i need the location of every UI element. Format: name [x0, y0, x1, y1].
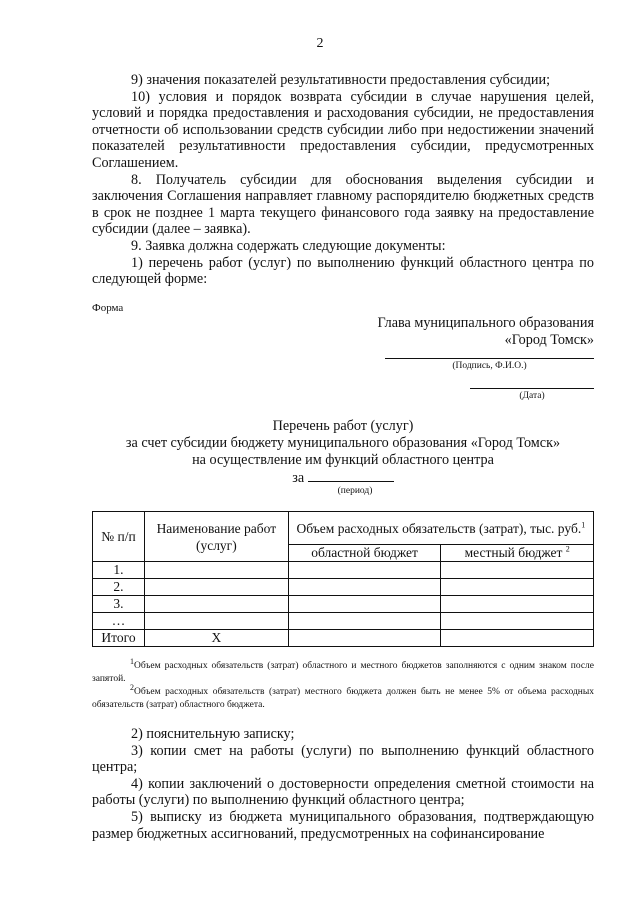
footnotes	[92, 656, 594, 712]
table-cell	[288, 596, 441, 613]
page-number: 2	[316, 36, 324, 51]
footnote-ref: 1	[581, 520, 586, 529]
table-cell	[441, 596, 594, 613]
row-number: 3.	[93, 596, 145, 613]
footnote-ref: 2	[565, 544, 570, 554]
paragraph: 10) условия и порядок возврата субсидии в случае нарушения целей, условий и порядка предоставления и расходования субсидии, не предоставления отчетности об использовании средств субсидии либо при недостижении значений показателей результативности предоставления субсидии, предусмотренных Соглашением.	[92, 88, 594, 171]
table-cell	[144, 596, 288, 613]
col-volume-label: Объем расходных обязательств (затрат), тыс. руб.	[296, 520, 582, 536]
footnote-text: Объем расходных обязательств (затрат) областного и местного бюджетов заполняются с одним знаком после запятой.	[92, 661, 594, 684]
paragraph: 8. Получатель субсидии для обоснования выделения субсидии и заключения Соглашения направляет главному распорядителю бюджетных средств в срок не позднее 1 марта текущего финансового года заявку на предоставление субсидии (далее – заявка).	[92, 171, 594, 238]
col-regional-header: областной бюджет	[288, 545, 441, 562]
table-cell	[288, 579, 441, 596]
top-text-block	[92, 72, 594, 288]
paragraph: 2) пояснительную записку;	[131, 726, 295, 742]
table-cell	[288, 630, 441, 647]
col-name-header: Наименование работ (услуг)	[144, 512, 288, 562]
paragraph: 3) копии смет на работы (услуги) по выполнению функций областного центра;	[92, 742, 594, 776]
paragraph: 1) перечень работ (услуг) по выполнению функций областного центра по следующей форме:	[92, 254, 594, 288]
paragraph: 9) значения показателей результативности предоставления субсидии;	[131, 72, 551, 88]
footnote	[92, 656, 594, 685]
table-cell	[144, 579, 288, 596]
title-line: Перечень работ (услуг)	[272, 418, 414, 434]
row-number: 1.	[93, 562, 145, 579]
table-row	[93, 579, 594, 596]
form-label: Форма	[92, 302, 124, 314]
table-cell	[441, 630, 594, 647]
table-cell	[144, 613, 288, 630]
date-caption: (Дата)	[519, 391, 545, 401]
total-mark: Х	[144, 630, 288, 647]
title-line: на осуществление им функций областного центра	[192, 452, 494, 468]
footnote-text: Объем расходных обязательств (затрат) местного бюджета должен быть не менее 5% от объема расходных обязательств (затрат) областного бюджета.	[92, 687, 594, 710]
table-header-row	[93, 512, 594, 545]
signature-line	[385, 358, 594, 359]
table-row	[93, 596, 594, 613]
table-row	[93, 613, 594, 630]
approver-title: Глава муниципального образования	[377, 315, 594, 331]
works-table	[92, 511, 594, 647]
footnote	[92, 682, 594, 711]
title-line: за счет субсидии бюджету муниципального образования «Город Томск»	[125, 435, 561, 451]
period-row	[92, 469, 594, 487]
table-cell	[288, 562, 441, 579]
table-cell	[441, 579, 594, 596]
table-cell	[288, 613, 441, 630]
table-row	[93, 562, 594, 579]
col-volume-header	[288, 512, 593, 545]
table-total-row	[93, 630, 594, 647]
paragraph: 5) выписку из бюджета муниципального образования, подтверждающую размер бюджетных ассигнований, предусмотренных на софинансирование	[92, 808, 594, 842]
row-number: 2.	[93, 579, 145, 596]
total-label: Итого	[93, 630, 145, 647]
paragraph: 9. Заявка должна содержать следующие документы:	[131, 237, 446, 254]
table-cell	[144, 562, 288, 579]
col-local-header	[441, 545, 594, 562]
signature-caption: (Подпись, Ф.И.О.)	[452, 361, 527, 371]
table-cell	[441, 613, 594, 630]
period-prefix: за	[292, 470, 305, 486]
row-number: …	[93, 613, 145, 630]
paragraph: 4) копии заключений о достоверности определения сметной стоимости на работы (услуги) по выполнению функций областного центра;	[92, 775, 594, 809]
form-title	[92, 418, 594, 487]
col-local-label: местный бюджет	[464, 545, 563, 560]
approver-org: «Город Томск»	[504, 332, 594, 348]
period-blank	[308, 469, 394, 482]
bottom-text-block	[92, 726, 594, 842]
approval-block	[340, 315, 594, 349]
col-num-header: № п/п	[93, 512, 145, 562]
footnote-mark: 1	[130, 656, 134, 666]
footnote-mark: 2	[130, 682, 134, 692]
date-line	[470, 388, 594, 389]
period-caption: (период)	[337, 486, 373, 496]
table-cell	[441, 562, 594, 579]
